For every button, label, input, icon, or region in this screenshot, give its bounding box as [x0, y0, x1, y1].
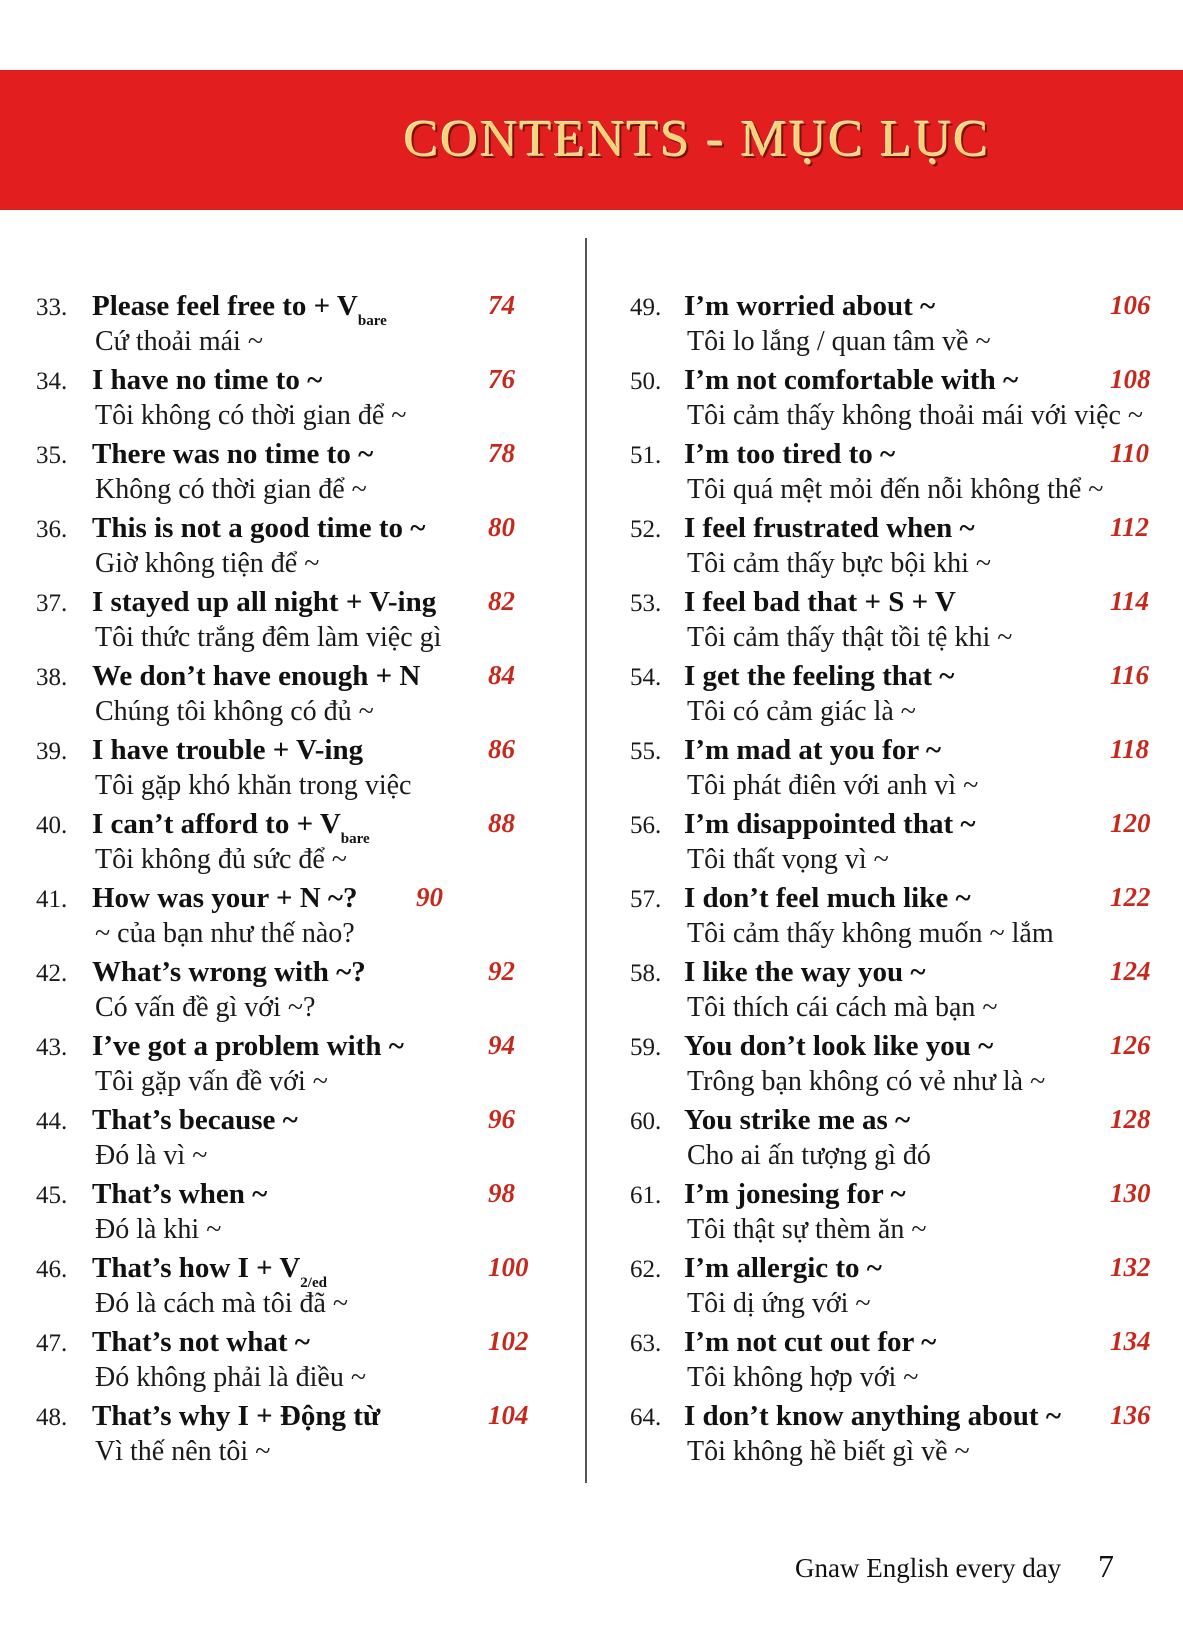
entry-vietnamese-translation: Vì thế nên tôi ~: [95, 1436, 271, 1467]
toc-entry: [0, 438, 560, 512]
entry-number: 53.: [630, 590, 662, 617]
entry-english-phrase: [92, 586, 436, 619]
entry-vietnamese-translation: Tôi không đủ sức để ~: [95, 844, 347, 875]
entry-english-text: I’m not cut out for ~: [684, 1326, 937, 1358]
entry-english-text: I can’t afford to + V: [92, 808, 341, 840]
toc-entry: [0, 1400, 560, 1474]
entry-english-text: I’m not comfortable with ~: [684, 364, 1019, 396]
entry-page-number: 84: [488, 660, 515, 690]
entry-english-text: I have no time to ~: [92, 364, 323, 396]
entry-number: 35.: [36, 442, 68, 469]
toc-entry: [590, 512, 1150, 586]
entry-english-phrase: [92, 1030, 404, 1063]
entry-english-phrase: [92, 956, 366, 989]
toc-entry: [0, 1178, 560, 1252]
toc-entry: [0, 734, 560, 808]
entry-english-text: I don’t know anything about ~: [684, 1400, 1061, 1432]
entry-number: 55.: [630, 738, 662, 765]
toc-entry: [0, 364, 560, 438]
entry-page-number: 106: [1110, 290, 1151, 320]
entry-english-text: You don’t look like you ~: [684, 1030, 994, 1062]
entry-number: 36.: [36, 516, 68, 543]
entry-number: 44.: [36, 1108, 68, 1135]
entry-english-text: That’s because ~: [92, 1104, 298, 1136]
entry-page-number: 80: [488, 512, 515, 542]
entry-english-text: There was no time to ~: [92, 438, 374, 470]
entry-vietnamese-translation: Tôi không hề biết gì về ~: [687, 1436, 970, 1467]
entry-page-number: 96: [488, 1104, 515, 1134]
entry-english-phrase: [92, 1252, 327, 1292]
entry-page-number: 128: [1110, 1104, 1151, 1134]
entry-english-phrase: [92, 734, 363, 767]
entry-page-number: 76: [488, 364, 515, 394]
entry-page-number: 86: [488, 734, 515, 764]
entry-vietnamese-translation: Tôi phát điên với anh vì ~: [687, 770, 979, 801]
entry-vietnamese-translation: Đó là khi ~: [95, 1214, 222, 1245]
entry-english-phrase: [92, 1326, 310, 1359]
entry-english-text: This is not a good time to ~: [92, 512, 426, 544]
entry-vietnamese-translation: Tôi lo lắng / quan tâm về ~: [687, 326, 991, 357]
entry-vietnamese-translation: Đó là vì ~: [95, 1140, 208, 1171]
entry-page-number: 74: [488, 290, 515, 320]
entry-page-number: 132: [1110, 1252, 1151, 1282]
entry-vietnamese-translation: Cứ thoải mái ~: [95, 326, 263, 357]
header-banner: [0, 70, 1183, 210]
entry-number: 51.: [630, 442, 662, 469]
toc-entry: [0, 1326, 560, 1400]
entry-number: 59.: [630, 1034, 662, 1061]
entry-number: 63.: [630, 1330, 662, 1357]
entry-vietnamese-translation: Có vấn đề gì với ~?: [95, 992, 316, 1023]
entry-page-number: 136: [1110, 1400, 1151, 1430]
entry-english-phrase: [92, 882, 358, 915]
entry-number: 34.: [36, 368, 68, 395]
entry-verb-form-subscript: bare: [340, 831, 370, 847]
entry-page-number: 100: [488, 1252, 529, 1282]
entry-english-phrase: [684, 660, 954, 693]
entry-vietnamese-translation: ~ của bạn như thế nào?: [95, 918, 355, 949]
toc-entry: [0, 956, 560, 1030]
entry-page-number: 102: [488, 1326, 529, 1356]
entry-english-text: That’s why I + Động từ: [92, 1400, 381, 1432]
footer-book-title: Gnaw English every day: [795, 1553, 1062, 1583]
entry-number: 40.: [36, 812, 68, 839]
toc-entry: [590, 734, 1150, 808]
entry-english-text: I’m worried about ~: [684, 290, 936, 322]
entry-number: 60.: [630, 1108, 662, 1135]
entry-english-text: I stayed up all night + V-ing: [92, 586, 437, 618]
entry-number: 43.: [36, 1034, 68, 1061]
toc-entry: [590, 808, 1150, 882]
entry-vietnamese-translation: Tôi cảm thấy bực bội khi ~: [687, 548, 992, 579]
entry-page-number: 130: [1110, 1178, 1151, 1208]
toc-entry: [590, 1104, 1150, 1178]
entry-english-phrase: [684, 586, 956, 619]
toc-entry: [590, 1400, 1150, 1474]
entry-page-number: 122: [1110, 882, 1151, 912]
toc-entry: [590, 290, 1150, 364]
entry-english-phrase: [684, 1030, 993, 1063]
entry-english-text: I feel frustrated when ~: [684, 512, 975, 544]
column-divider: [585, 238, 587, 1483]
entry-number: 52.: [630, 516, 662, 543]
toc-entry: [590, 1326, 1150, 1400]
entry-vietnamese-translation: Tôi thức trắng đêm làm việc gì: [95, 622, 442, 653]
entry-vietnamese-translation: Giờ không tiện để ~: [95, 548, 320, 579]
entry-english-text: I’m jonesing for ~: [684, 1178, 906, 1210]
toc-entry: [0, 586, 560, 660]
toc-entry: [590, 1030, 1150, 1104]
entry-page-number: 94: [488, 1030, 515, 1060]
entry-english-text: I feel bad that + S + V: [684, 586, 956, 618]
entry-page-number: 116: [1110, 660, 1150, 690]
entry-page-number: 126: [1110, 1030, 1151, 1060]
entry-english-text: I’m disappointed that ~: [684, 808, 976, 840]
entry-vietnamese-translation: Tôi cảm thấy không thoải mái với việc ~: [687, 400, 1144, 431]
entry-vietnamese-translation: Trông bạn không có vẻ như là ~: [687, 1066, 1046, 1097]
toc-entry: [0, 512, 560, 586]
entry-number: 45.: [36, 1182, 68, 1209]
entry-english-phrase: [684, 1178, 906, 1211]
entry-vietnamese-translation: Không có thời gian để ~: [95, 474, 367, 505]
entry-page-number: 90: [416, 882, 443, 912]
entry-verb-form-subscript: 2/ed: [300, 1275, 327, 1291]
toc-entry: [590, 1178, 1150, 1252]
entry-english-phrase: [92, 438, 373, 471]
entry-english-phrase: [92, 364, 322, 397]
entry-number: 62.: [630, 1256, 662, 1283]
entry-vietnamese-translation: Chúng tôi không có đủ ~: [95, 696, 374, 727]
entry-english-phrase: [684, 1252, 882, 1285]
toc-entry: [0, 882, 560, 956]
entry-page-number: 82: [488, 586, 515, 616]
toc-entry: [590, 438, 1150, 512]
contents-column-right: [590, 290, 1150, 1474]
entry-vietnamese-translation: Tôi gặp vấn đề với ~: [95, 1066, 328, 1097]
entry-vietnamese-translation: Tôi thật sự thèm ăn ~: [687, 1214, 927, 1245]
entry-verb-form-subscript: bare: [357, 313, 387, 329]
entry-english-phrase: [684, 1400, 1061, 1433]
entry-page-number: 104: [488, 1400, 529, 1430]
entry-english-text: I like the way you ~: [684, 956, 926, 988]
entry-english-text: I have trouble + V-ing: [92, 734, 364, 766]
entry-vietnamese-translation: Tôi gặp khó khăn trong việc: [95, 770, 412, 801]
entry-number: 48.: [36, 1404, 68, 1431]
entry-page-number: 92: [488, 956, 515, 986]
entry-page-number: 114: [1110, 586, 1150, 616]
toc-entry: [590, 882, 1150, 956]
entry-english-phrase: [92, 808, 370, 848]
page-title: CONTENTS - MỤC LỤC: [404, 111, 991, 168]
entry-number: 54.: [630, 664, 662, 691]
toc-entry: [590, 660, 1150, 734]
entry-number: 33.: [36, 294, 68, 321]
entry-page-number: 108: [1110, 364, 1151, 394]
entry-english-phrase: [92, 1104, 298, 1137]
entry-english-text: How was your + N ~?: [92, 882, 358, 914]
entry-number: 57.: [630, 886, 662, 913]
entry-english-phrase: [684, 290, 935, 323]
entry-page-number: 78: [488, 438, 515, 468]
entry-page-number: 112: [1110, 512, 1150, 542]
toc-entry: [0, 1030, 560, 1104]
entry-number: 38.: [36, 664, 68, 691]
entry-vietnamese-translation: Tôi dị ứng với ~: [687, 1288, 871, 1319]
entry-english-phrase: [684, 956, 925, 989]
entry-page-number: 118: [1110, 734, 1150, 764]
entry-number: 37.: [36, 590, 68, 617]
toc-entry: [0, 290, 560, 364]
entry-english-text: You strike me as ~: [684, 1104, 911, 1136]
entry-english-phrase: [684, 512, 975, 545]
toc-entry: [590, 956, 1150, 1030]
toc-entry: [590, 364, 1150, 438]
entry-english-phrase: [684, 734, 941, 767]
entry-english-text: I’m allergic to ~: [684, 1252, 882, 1284]
entry-english-text: We don’t have enough + N: [92, 660, 421, 692]
entry-vietnamese-translation: Tôi có cảm giác là ~: [687, 696, 916, 727]
entry-vietnamese-translation: Tôi quá mệt mỏi đến nỗi không thể ~: [687, 474, 1104, 505]
entry-vietnamese-translation: Tôi không hợp với ~: [687, 1362, 919, 1393]
entry-vietnamese-translation: Đó không phải là điều ~: [95, 1362, 366, 1393]
entry-number: 50.: [630, 368, 662, 395]
entry-english-text: I’m too tired to ~: [684, 438, 896, 470]
toc-entry: [0, 808, 560, 882]
entry-vietnamese-translation: Tôi thất vọng vì ~: [687, 844, 889, 875]
toc-entry: [590, 586, 1150, 660]
entry-vietnamese-translation: Đó là cách mà tôi đã ~: [95, 1288, 349, 1319]
entry-vietnamese-translation: Tôi không có thời gian để ~: [95, 400, 407, 431]
entry-number: 58.: [630, 960, 662, 987]
entry-number: 39.: [36, 738, 68, 765]
entry-english-text: I’m mad at you for ~: [684, 734, 942, 766]
entry-number: 42.: [36, 960, 68, 987]
entry-english-phrase: [684, 1326, 936, 1359]
entry-english-phrase: [92, 1178, 267, 1211]
entry-english-text: That’s not what ~: [92, 1326, 310, 1358]
entry-english-text: I get the feeling that ~: [684, 660, 955, 692]
entry-number: 64.: [630, 1404, 662, 1431]
entry-english-phrase: [684, 882, 971, 915]
contents-column-left: [0, 290, 560, 1474]
entry-page-number: 98: [488, 1178, 515, 1208]
entry-english-phrase: [92, 1400, 380, 1433]
entry-vietnamese-translation: Tôi cảm thấy không muốn ~ lắm: [687, 918, 1054, 949]
entry-english-phrase: [92, 660, 420, 693]
entry-page-number: 134: [1110, 1326, 1151, 1356]
entry-page-number: 120: [1110, 808, 1151, 838]
entry-english-text: That’s when ~: [92, 1178, 268, 1210]
entry-number: 46.: [36, 1256, 68, 1283]
entry-english-phrase: [92, 290, 387, 330]
entry-number: 56.: [630, 812, 662, 839]
entry-english-text: Please feel free to + V: [92, 290, 358, 322]
entry-english-text: That’s how I + V: [92, 1252, 301, 1284]
entry-page-number: 110: [1110, 438, 1150, 468]
entry-english-phrase: [684, 1104, 910, 1137]
entry-english-text: I’ve got a problem with ~: [92, 1030, 404, 1062]
toc-entry: [0, 1104, 560, 1178]
toc-entry: [0, 1252, 560, 1326]
entry-number: 41.: [36, 886, 68, 913]
toc-entry: [0, 660, 560, 734]
entry-vietnamese-translation: Cho ai ấn tượng gì đó: [687, 1140, 931, 1171]
entry-page-number: 88: [488, 808, 515, 838]
footer-page-number: 7: [1098, 1548, 1114, 1584]
entry-english-phrase: [684, 438, 895, 471]
entry-english-phrase: [92, 512, 425, 545]
entry-number: 49.: [630, 294, 662, 321]
entry-page-number: 124: [1110, 956, 1151, 986]
entry-number: 47.: [36, 1330, 68, 1357]
entry-english-text: I don’t feel much like ~: [684, 882, 971, 914]
entry-vietnamese-translation: Tôi thích cái cách mà bạn ~: [687, 992, 998, 1023]
entry-english-phrase: [684, 364, 1018, 397]
entry-english-phrase: [684, 808, 975, 841]
entry-vietnamese-translation: Tôi cảm thấy thật tồi tệ khi ~: [687, 622, 1013, 653]
entry-english-text: What’s wrong with ~?: [92, 956, 366, 988]
toc-entry: [590, 1252, 1150, 1326]
entry-number: 61.: [630, 1182, 662, 1209]
